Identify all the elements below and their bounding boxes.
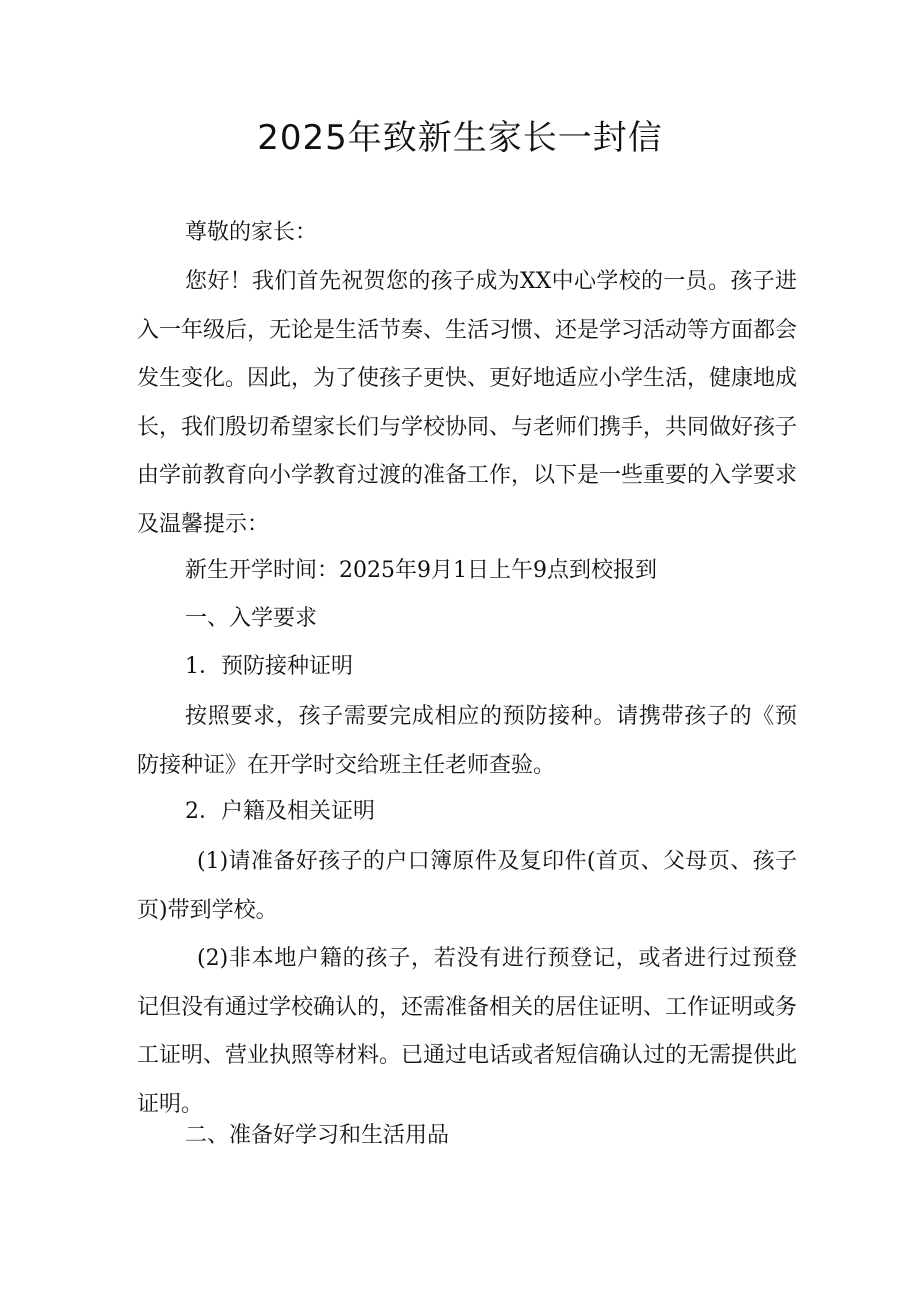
document-title: 2025年致新生家长一封信 — [257, 118, 663, 158]
household-sub-item-2: (2)非本地户籍的孩子，若没有进行预登记，或者进行过预登记但没有通过学校确认的，还需准备相关的居住证明、工作证明或务工证明、营业执照等材料。已通过电话或者短信确认过的无需提供此证明。 — [137, 946, 798, 1117]
start-time-line: 新生开学时间：2025年9月1日上午9点到校报到 — [185, 558, 657, 583]
item-heading-household: 2．户籍及相关证明 — [185, 799, 375, 824]
salutation: 尊敬的家长： — [185, 220, 318, 245]
vaccination-paragraph: 按照要求，孩子需要完成相应的预防接种。请携带孩子的《预防接种证》在开学时交给班主任老师查验。 — [137, 704, 797, 778]
household-sub-item-1: (1)请准备好孩子的户口簿原件及复印件(首页、父母页、孩子页)带到学校。 — [137, 849, 797, 923]
section-heading-enrollment: 一、入学要求 — [185, 606, 318, 631]
section-heading-supplies: 二、准备好学习和生活用品 — [185, 1123, 450, 1148]
intro-paragraph: 您好！我们首先祝贺您的孩子成为XX中心学校的一员。孩子进入一年级后，无论是生活节奏、生活习惯、还是学习活动等方面都会发生变化。因此，为了使孩子更快、更好地适应小学生活，健康地成长，我们殷切希望家长们与学校协同、与老师们携手，共同做好孩子由学前教育向小学教育过渡的准备工作，以下是一些重要的入学要求及温馨提示： — [137, 269, 798, 537]
item-heading-vaccination: 1．预防接种证明 — [185, 654, 353, 679]
